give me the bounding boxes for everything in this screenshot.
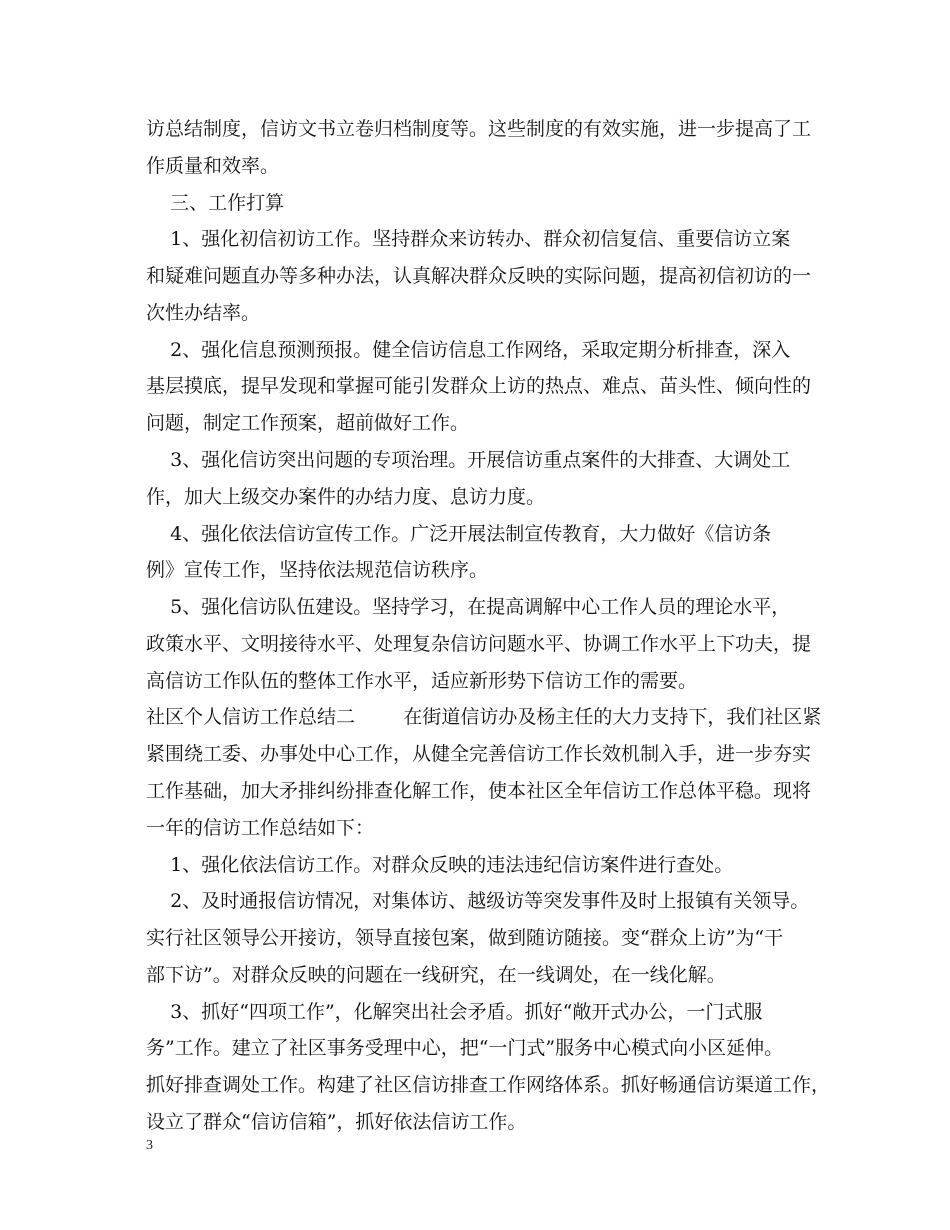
- text-line: 次性办结率。: [146, 302, 261, 324]
- text-line: 抓好排查调处工作。构建了社区信访排查工作网络体系。抓好畅通信访渠道工作，: [146, 1074, 831, 1096]
- text-line: 政策水平、文明接待水平、处理复杂信访问题水平、协调工作水平上下功夫，提: [146, 633, 812, 655]
- text-line: 作，加大上级交办案件的办结力度、息访力度。: [146, 486, 546, 508]
- text-line: 5、强化信访队伍建设。坚持学习，在提高调解中心工作人员的理论水平，: [146, 596, 791, 618]
- text-line: 访总结制度，信访文书立卷归档制度等。这些制度的有效实施，进一步提高了工: [146, 118, 812, 140]
- text-line: 4、强化依法信访宣传工作。广泛开展法制宣传教育，大力做好《信访条: [146, 523, 772, 545]
- section-title-line: 社区个人信访工作总结二 在街道信访办及杨主任的大力支持下，我们社区紧: [146, 706, 822, 728]
- text-line: 高信访工作队伍的整体工作水平，适应新形势下信访工作的需要。: [146, 670, 698, 692]
- text-line: 3、抓好“四项工作”，化解突出社会矛盾。抓好“敞开式办公，一门式服: [146, 1001, 763, 1023]
- page-number: 3: [146, 1138, 153, 1153]
- text-line: 1、强化初信初访工作。坚持群众来访转办、群众初信复信、重要信访立案: [146, 228, 791, 250]
- text-line: 基层摸底，提早发现和掌握可能引发群众上访的热点、难点、苗头性、倾向性的: [146, 375, 812, 397]
- text-line: 2、及时通报信访情况，对集体访、越级访等突发事件及时上报镇有关领导。: [146, 890, 810, 912]
- text-line: 2、强化信息预测预报。健全信访信息工作网络，采取定期分析排查，深入: [146, 339, 791, 361]
- text-line: 务”工作。建立了社区事务受理中心，把“一门式”服务中心模式向小区延伸。: [146, 1037, 784, 1059]
- text-line: 作质量和效率。: [146, 155, 280, 177]
- text-line: 实行社区领导公开接访，领导直接包案，做到随访随接。变“群众上访”为“干: [146, 927, 784, 949]
- text-line: 部下访”。对群众反映的问题在一线研究，在一线调处，在一线化解。: [146, 964, 726, 986]
- text-line: 3、强化信访突出问题的专项治理。开展信访重点案件的大排查、大调处工: [146, 449, 791, 471]
- text-line: 1、强化依法信访工作。对群众反映的违法违纪信访案件进行查处。: [146, 854, 734, 876]
- text-line: 和疑难问题直办等多种办法，认真解决群众反映的实际问题，提高初信初访的一: [146, 265, 812, 287]
- text-line: 例》宣传工作，坚持依法规范信访秩序。: [146, 559, 489, 581]
- text-line: 工作基础，加大矛排纠纷排查化解工作，使本社区全年信访工作总体平稳。现将: [146, 780, 812, 802]
- section-heading: 三、工作打算: [146, 192, 285, 214]
- text-line: 紧围绕工委、办事处中心工作，从健全完善信访工作长效机制入手，进一步夯实: [146, 743, 812, 765]
- text-line: 设立了群众“信访信箱”，抓好依法信访工作。: [146, 1111, 527, 1133]
- text-line: 一年的信访工作总结如下：: [146, 817, 375, 839]
- text-line: 问题，制定工作预案，超前做好工作。: [146, 412, 470, 434]
